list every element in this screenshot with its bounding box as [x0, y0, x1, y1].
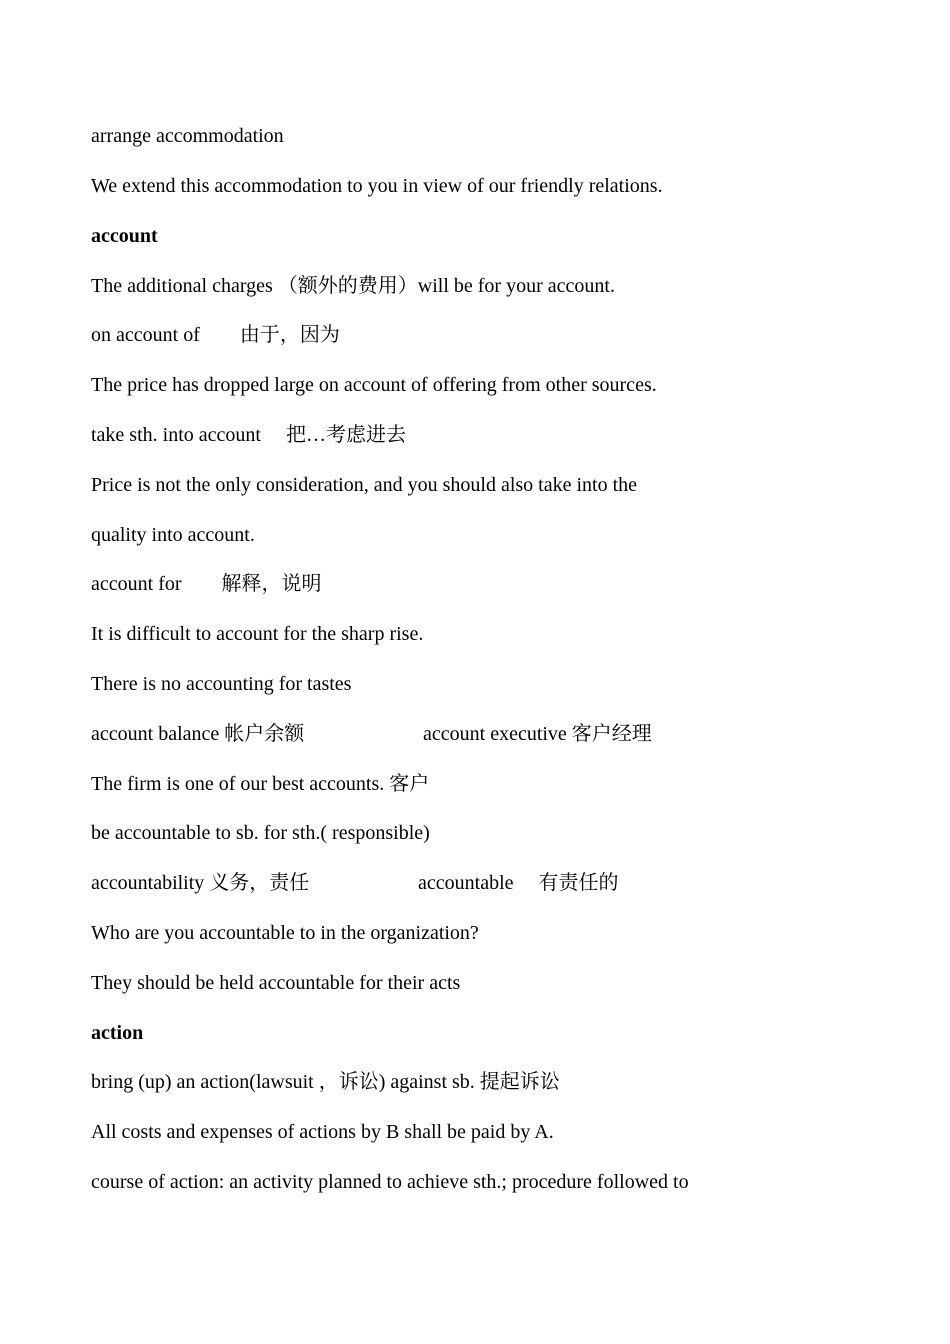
term-account-balance: account balance 帐户余额 [91, 723, 305, 745]
example-sentence: It is difficult to account for the sharp rise. [91, 623, 424, 645]
heading-account: account [91, 225, 158, 247]
phrase-take-into-account: take sth. into account 把…考虑进去 [91, 424, 406, 446]
example-sentence: They should be held accountable for their acts [91, 972, 461, 994]
example-sentence: Who are you accountable to in the organization? [91, 922, 479, 944]
example-sentence: There is no accounting for tastes [91, 673, 352, 695]
text-line-arrange-accommodation: arrange accommodation [91, 125, 284, 147]
example-sentence: Price is not the only consideration, and you should also take into the [91, 474, 638, 496]
example-sentence: All costs and expenses of actions by B shall be paid by A. [91, 1121, 554, 1143]
example-sentence: The price has dropped large on account of offering from other sources. [91, 374, 657, 396]
term-account-executive: account executive 客户经理 [423, 723, 652, 745]
example-sentence: We extend this accommodation to you in view of our friendly relations. [91, 175, 663, 197]
term-accountability: accountability 义务，责任 [91, 872, 310, 894]
heading-action: action [91, 1022, 144, 1044]
term-accountable: accountable 有责任的 [418, 872, 619, 894]
phrase-account-for: account for 解释，说明 [91, 573, 322, 595]
example-sentence: The additional charges （额外的费用）will be for your account. [91, 275, 615, 297]
phrase-on-account-of: on account of 由于，因为 [91, 324, 340, 346]
example-sentence: The firm is one of our best accounts. 客户 [91, 773, 430, 795]
definition-course-of-action: course of action: an activity planned to achieve sth.; procedure followed to [91, 1171, 689, 1193]
phrase-be-accountable: be accountable to sb. for sth.( responsible) [91, 822, 430, 844]
example-sentence-continued: quality into account. [91, 524, 255, 546]
phrase-bring-an-action: bring (up) an action(lawsuit ，诉讼) against sb. 提起诉讼 [91, 1071, 560, 1093]
